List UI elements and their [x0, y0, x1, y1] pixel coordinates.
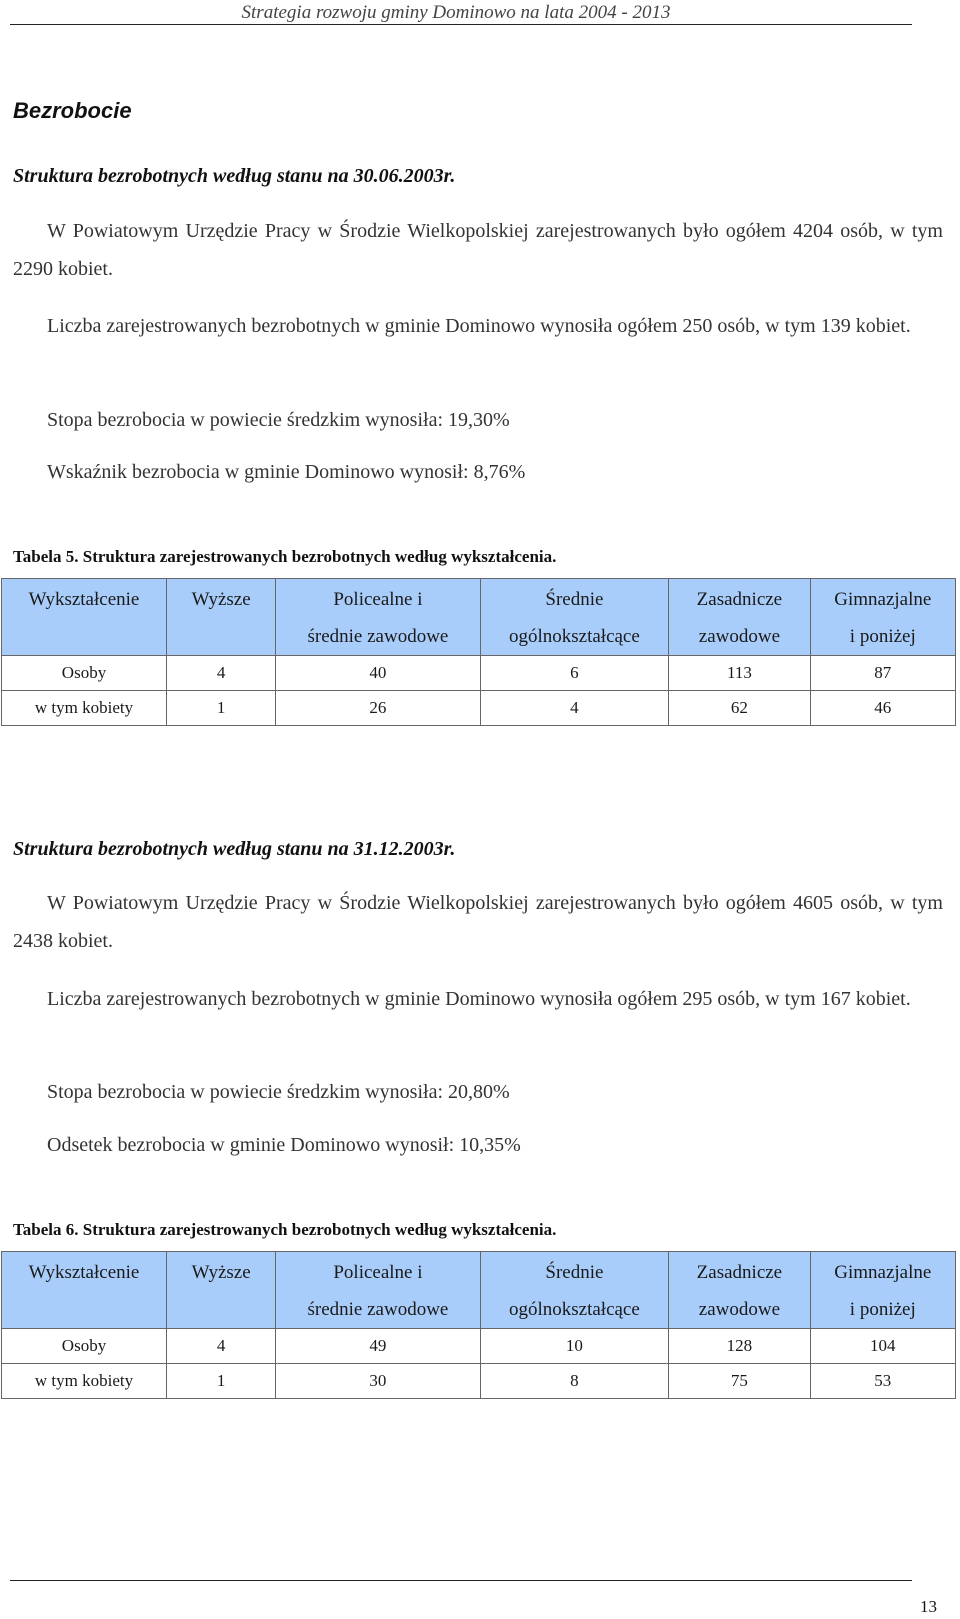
table-cell: 49 — [276, 1329, 480, 1364]
running-header: Strategia rozwoju gminy Dominowo na lata 2004 - 2013 — [241, 2, 671, 23]
table-cell: w tym kobiety — [2, 691, 167, 726]
table-cell: 30 — [276, 1364, 480, 1399]
block2-paragraph-2: Liczba zarejestrowanych bezrobotnych w gminie Dominowo wynosiła ogółem 295 osób, w tym 167 kobiet. — [47, 988, 911, 1010]
table-cell: 46 — [810, 691, 955, 726]
column-header-line2: średnie zawodowe — [307, 626, 449, 647]
column-header-line1: Średnie — [545, 1262, 604, 1283]
table-header-row — [2, 1252, 956, 1329]
block1-paragraph-1: W Powiatowym Urzędzie Pracy w Środzie Wielkopolskiej zarejestrowanych było ogółem 4204 osób, w tym 2290 kobiet. — [13, 220, 943, 280]
column-header — [276, 579, 480, 656]
table-row — [2, 656, 956, 691]
table-row — [2, 1364, 956, 1399]
table-row — [2, 1329, 956, 1364]
block2-line-2: Odsetek bezrobocia w gminie Dominowo wynosił: 10,35% — [47, 1134, 521, 1156]
column-header-line1: Wykształcenie — [28, 1262, 140, 1283]
table-cell: 128 — [669, 1329, 810, 1364]
column-header — [2, 1252, 167, 1329]
block1-subheading: Struktura bezrobotnych według stanu na 30.06.2003r. — [13, 165, 456, 187]
table-cell: 10 — [480, 1329, 669, 1364]
table-cell: 62 — [669, 691, 810, 726]
column-header-line2: zawodowe — [698, 1299, 781, 1320]
table-cell: 4 — [480, 691, 669, 726]
column-header-line1: Policealne i — [333, 1262, 423, 1283]
table6-caption: Tabela 6. Struktura zarejestrowanych bezrobotnych według wykształcenia. — [13, 1220, 557, 1239]
block1-line-1: Stopa bezrobocia w powiecie średzkim wynosiła: 19,30% — [47, 409, 510, 431]
column-header — [810, 579, 955, 656]
footer-divider — [10, 1580, 912, 1581]
table-cell: Osoby — [2, 656, 167, 691]
column-header-line1: Wykształcenie — [28, 589, 140, 610]
column-header-line2: średnie zawodowe — [307, 1299, 449, 1320]
block1-line-2: Wskaźnik bezrobocia w gminie Dominowo wynosił: 8,76% — [47, 461, 526, 483]
column-header-line2: ogólnokształcące — [508, 1299, 640, 1320]
table6 — [1, 1251, 956, 1399]
table5 — [1, 578, 956, 726]
table-cell: 75 — [669, 1364, 810, 1399]
column-header — [480, 579, 669, 656]
column-header-line1: Policealne i — [333, 589, 423, 610]
table5-caption: Tabela 5. Struktura zarejestrowanych bezrobotnych według wykształcenia. — [13, 547, 557, 566]
column-header-line1: Gimnazjalne — [834, 1262, 932, 1283]
page-number: 13 — [920, 1597, 937, 1616]
block2-subheading: Struktura bezrobotnych według stanu na 31.12.2003r. — [13, 838, 456, 860]
column-header-line2: ogólnokształcące — [508, 626, 640, 647]
table-cell: 1 — [167, 1364, 276, 1399]
column-header-line1: Średnie — [545, 589, 604, 610]
table-header-row — [2, 579, 956, 656]
table-cell: 87 — [810, 656, 955, 691]
table-cell: 4 — [167, 656, 276, 691]
column-header — [167, 579, 276, 656]
table-cell: 113 — [669, 656, 810, 691]
header-divider — [10, 24, 912, 25]
column-header-line2: i poniżej — [849, 1299, 916, 1320]
block2-paragraph-1: W Powiatowym Urzędzie Pracy w Środzie Wielkopolskiej zarejestrowanych było ogółem 4605 osób, w tym 2438 kobiet. — [13, 892, 943, 952]
table-cell: 26 — [276, 691, 480, 726]
table-cell: 8 — [480, 1364, 669, 1399]
column-header-line2: zawodowe — [698, 626, 781, 647]
column-header — [276, 1252, 480, 1329]
column-header-line1: Zasadnicze — [696, 1262, 783, 1283]
table-cell: 6 — [480, 656, 669, 691]
column-header — [480, 1252, 669, 1329]
block1-paragraph-2: Liczba zarejestrowanych bezrobotnych w gminie Dominowo wynosiła ogółem 250 osób, w tym 139 kobiet. — [47, 315, 911, 337]
table-cell: w tym kobiety — [2, 1364, 167, 1399]
column-header — [167, 1252, 276, 1329]
section-heading: Bezrobocie — [13, 98, 132, 123]
table-cell: Osoby — [2, 1329, 167, 1364]
column-header — [2, 579, 167, 656]
block2-line-1: Stopa bezrobocia w powiecie średzkim wynosiła: 20,80% — [47, 1081, 510, 1103]
table-cell: 104 — [810, 1329, 955, 1364]
column-header-line2: i poniżej — [849, 626, 916, 647]
column-header-line1: Wyższe — [191, 589, 251, 610]
table-cell: 4 — [167, 1329, 276, 1364]
table-cell: 1 — [167, 691, 276, 726]
column-header-line1: Gimnazjalne — [834, 589, 932, 610]
table-cell: 53 — [810, 1364, 955, 1399]
column-header — [810, 1252, 955, 1329]
table-row — [2, 691, 956, 726]
column-header-line1: Wyższe — [191, 1262, 251, 1283]
column-header — [669, 579, 810, 656]
column-header-line1: Zasadnicze — [696, 589, 783, 610]
column-header — [669, 1252, 810, 1329]
table-cell: 40 — [276, 656, 480, 691]
